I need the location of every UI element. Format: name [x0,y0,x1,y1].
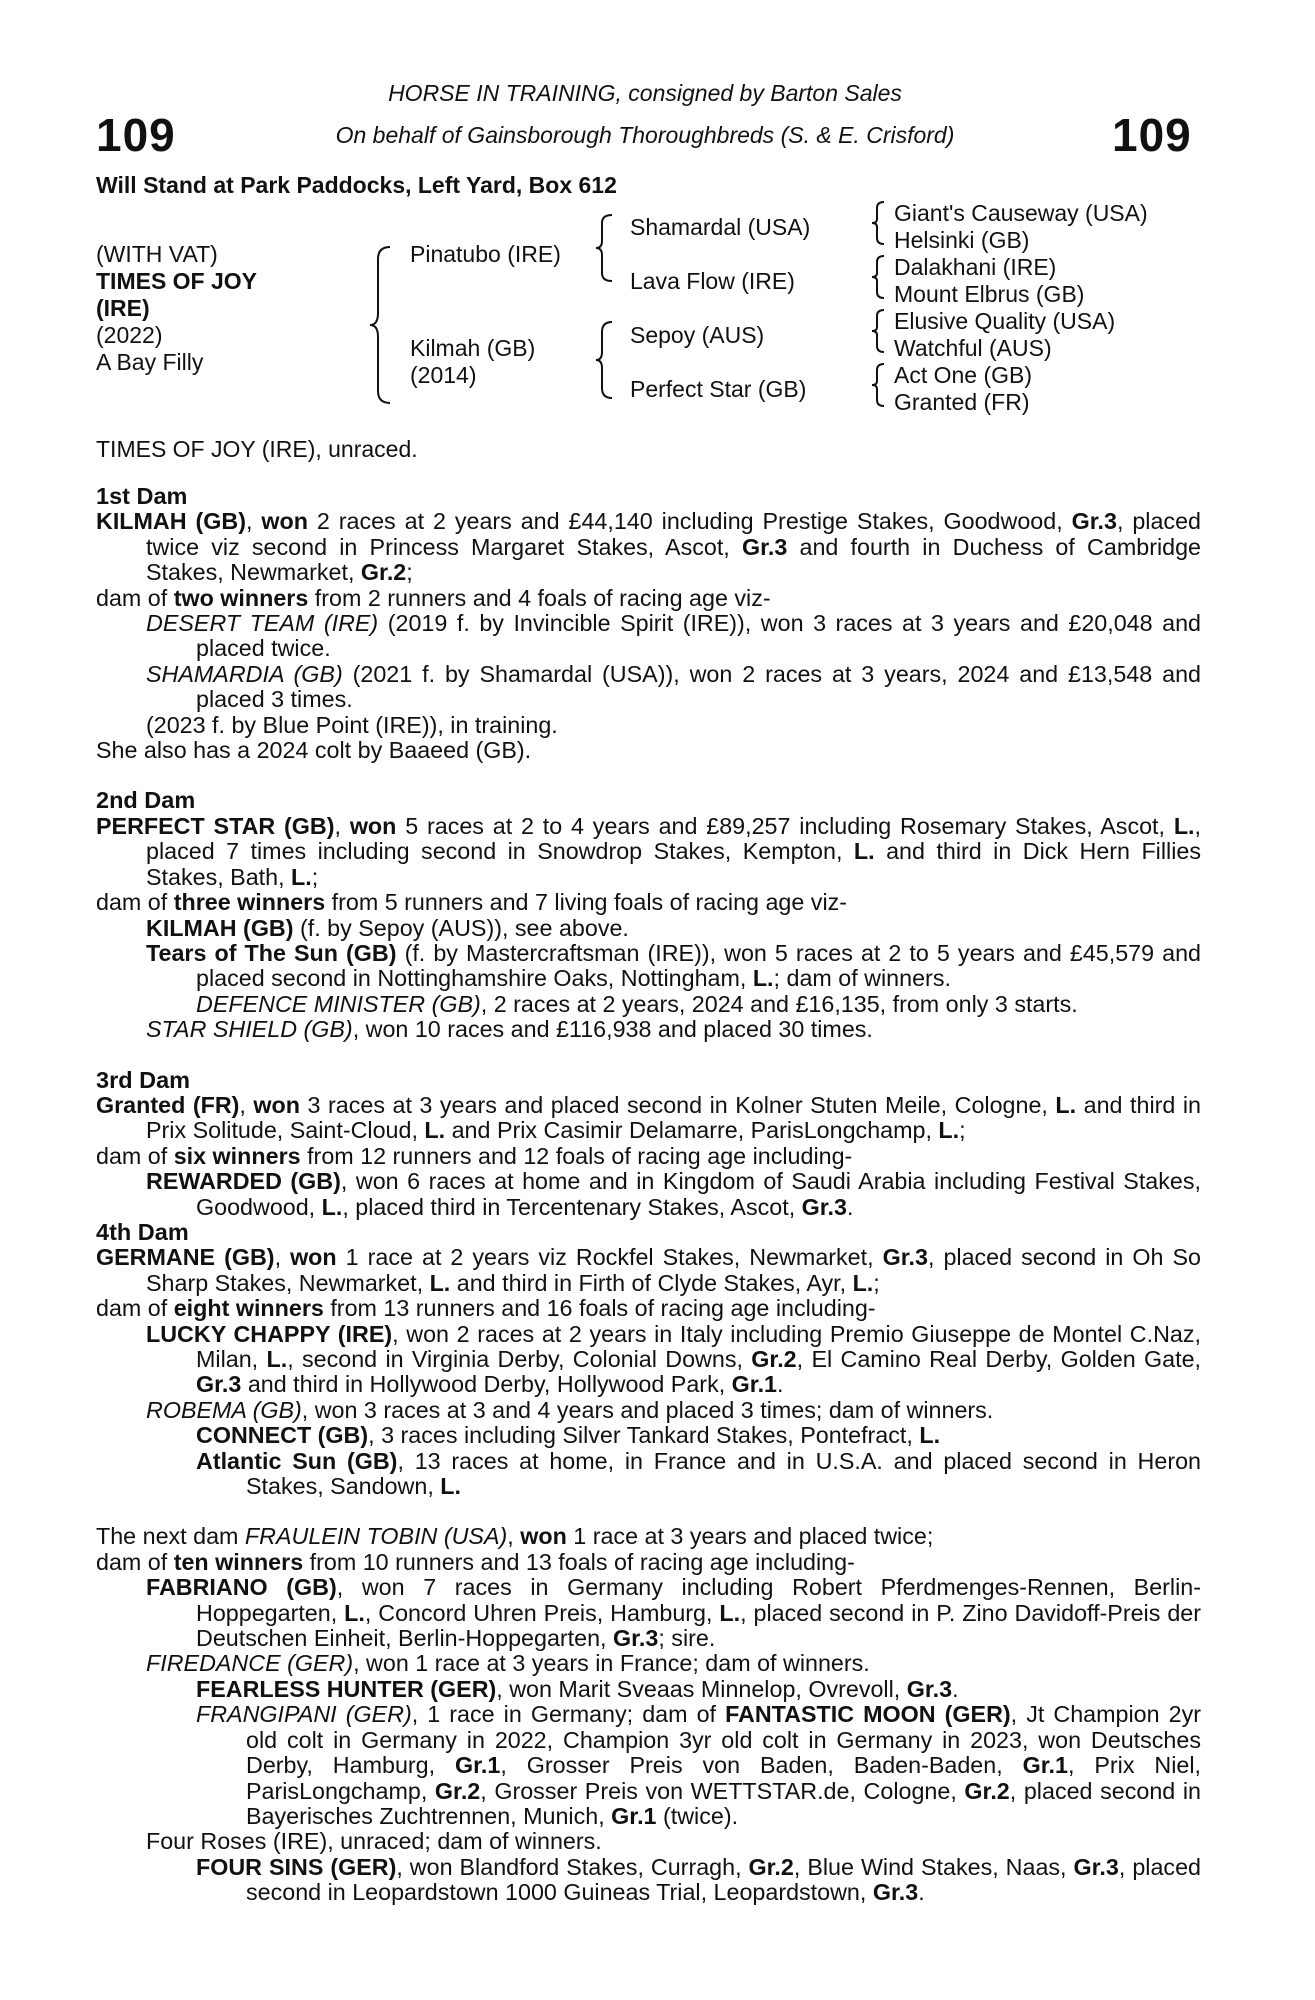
next-dam-record: The next dam FRAULEIN TOBIN (USA), won 1 race at 3 years and placed twice; [96,1523,934,1550]
second-dam-heading: 2nd Dam [96,787,196,814]
pedigree-brace-ggp4 [870,362,886,408]
fourth-dam-heading: 4th Dam [96,1218,189,1245]
dam-year: (2014) [410,362,477,388]
produce-entry: DESERT TEAM (IRE) (2019 f. by Invincible Spirit (IRE)), won 3 races at 3 years and £20,048 and placed twice. [146,610,1201,662]
stand-location: Will Stand at Park Paddocks, Left Yard, Box 612 [96,172,617,198]
produce-entry: SHAMARDIA (GB) (2021 f. by Shamardal (USA)), won 2 races at 3 years, 2024 and £13,548 and placed 3 times. [146,660,1201,713]
lot-number-left: 109 [96,109,176,161]
on-behalf-line: On behalf of Gainsborough Thoroughbreds (S. & E. Crisford) [335,122,955,148]
vat-note: (WITH VAT) [96,241,218,267]
dam-dam: Perfect Star (GB) [630,376,807,402]
produce-entry: FEARLESS HUNTER (GER), won Marit Sveaas Minnelop, Ovrevoll, Gr.3. [196,1675,959,1702]
second-dam-record: PERFECT STAR (GB), won 5 races at 2 to 4 years and £89,257 including Rosemary Stakes, Ascot, L., placed 7 times including second in Snowdrop Stakes, Kempton, L. and third in Dick Hern Fillies Stakes, Bath, L.; [96,812,1202,890]
lot-number-right: 109 [1112,109,1192,161]
ggp-2: Helsinki (GB) [894,227,1030,253]
ggp-3: Dalakhani (IRE) [894,254,1057,280]
ggp-1: Giant's Causeway (USA) [894,200,1148,226]
ggp-8: Granted (FR) [894,389,1030,415]
produce-entry: FABRIANO (GB), won 7 races in Germany including Robert Pferdmenges-Rennen, Berlin-Hoppegarten, L., Concord Uhren Preis, Hamburg, L., placed second in P. Zino Davidoff-Preis der Deutschen Einheit, Berlin-Hoppegarten, Gr.3; sire. [146,1574,1201,1652]
ggp-6: Watchful (AUS) [894,335,1052,361]
third-dam-heading: 3rd Dam [96,1066,191,1093]
pedigree-brace-ggp2 [870,254,886,300]
fourth-dam-record: GERMANE (GB), won 1 race at 2 years viz Rockfel Stakes, Newmarket, Gr.3, placed second in Oh So Sharp Stakes, Newmarket, L. and third in Firth of Clyde Stakes, Ayr, L.; [96,1244,1201,1296]
sire: Pinatubo (IRE) [410,241,561,267]
dam-sire: Sepoy (AUS) [630,322,765,348]
pedigree-brace-dam [594,320,614,400]
horse-origin: (IRE) [96,295,150,321]
third-dam-produce-summary: dam of six winners from 12 runners and 12 foals of racing age including- [96,1142,853,1169]
ggp-5: Elusive Quality (USA) [894,308,1116,334]
consignor-line: HORSE IN TRAINING, consigned by Barton Sales [388,80,902,106]
pedigree-brace-ggp1 [870,200,886,246]
produce-entry: CONNECT (GB), 3 races including Silver Tankard Stakes, Pontefract, L. [196,1422,941,1449]
produce-entry: DEFENCE MINISTER (GB), 2 races at 2 years, 2024 and £16,135, from only 3 starts. [196,990,1078,1017]
horse-year: (2022) [96,322,163,348]
fourth-dam-produce-summary: dam of eight winners from 13 runners and 16 foals of racing age including- [96,1295,876,1322]
catalogue-body [96,484,1201,1906]
produce-entry: FOUR SINS (GER), won Blandford Stakes, Curragh, Gr.2, Blue Wind Stakes, Naas, Gr.3, placed second in Leopardstown 1000 Guineas Trial, Leopardstown, Gr.3. [196,1853,1201,1906]
second-dam-produce-summary: dam of three winners from 5 runners and 7 living foals of racing age viz- [96,889,848,916]
produce-entry: KILMAH (GB) (f. by Sepoy (AUS)), see above. [146,914,629,941]
pedigree-brace-ggp3 [870,308,886,354]
produce-entry: FIREDANCE (GER), won 1 race at 3 years in France; dam of winners. [146,1650,870,1677]
produce-entry: STAR SHIELD (GB), won 10 races and £116,938 and placed 30 times. [146,1016,873,1043]
unraced-summary: TIMES OF JOY (IRE), unraced. [96,436,418,462]
produce-entry: Tears of The Sun (GB) (f. by Mastercraftsman (IRE)), won 5 races at 2 to 5 years and £45,579 and placed second in Nottinghamshire Oaks, Nottingham, L.; dam of winners. [146,939,1201,992]
produce-entry: Atlantic Sun (GB), 13 races at home, in France and in U.S.A. and placed second in Heron Stakes, Sandown, L. [196,1447,1202,1500]
pedigree-brace-main [368,245,392,405]
sire-dam: Lava Flow (IRE) [630,268,795,294]
produce-entry: ROBEMA (GB), won 3 races at 3 and 4 years and placed 3 times; dam of winners. [146,1396,994,1423]
produce-entry: Four Roses (IRE), unraced; dam of winners. [146,1828,602,1855]
first-dam-heading: 1st Dam [96,483,188,509]
produce-note: She also has a 2024 colt by Baaeed (GB). [96,737,532,764]
third-dam-record: Granted (FR), won 3 races at 3 years and placed second in Kolner Stuten Meile, Cologne, L. and third in Prix Solitude, Saint-Cloud, L. and Prix Casimir Delamarre, ParisLongchamp, L.; [96,1091,1201,1144]
ggp-7: Act One (GB) [894,362,1033,388]
next-dam-produce-summary: dam of ten winners from 10 runners and 13 foals of racing age including- [96,1548,855,1575]
produce-entry: LUCKY CHAPPY (IRE), won 2 races at 2 years in Italy including Premio Giuseppe de Montel C.Naz, Milan, L., second in Virginia Derby, Colonial Downs, Gr.2, El Camino Real Derby, Golden Gate, Gr.3 and third in Hollywood Derby, Hollywood Park, Gr.1. [146,1320,1202,1398]
dam-name: KILMAH (GB) [96,508,246,535]
horse-description: A Bay Filly [96,349,204,375]
first-dam-record: KILMAH (GB), won 2 races at 2 years and £44,140 including Prestige Stakes, Goodwood, Gr.3, placed twice viz second in Princess Margaret Stakes, Ascot, Gr.3 and fourth in Duchess of Cambridge Stakes, Newmarket, Gr.2; [96,508,1201,586]
sire-sire: Shamardal (USA) [630,214,811,240]
produce-entry: FRANGIPANI (GER), 1 race in Germany; dam of FANTASTIC MOON (GER), Jt Champion 2yr old colt in Germany in 2022, Champion 3yr old colt in Germany in 2023, won Deutsches Derby, Hamburg, Gr.1, Grosser Preis von Baden, Baden-Baden, Gr.1, Prix Niel, ParisLongchamp, Gr.2, Grosser Preis von WETTSTAR.de, Cologne, Gr.2, placed second in Bayerisches Zuchtrennen, Munich, Gr.1 (twice). [196,1701,1202,1829]
dam: Kilmah (GB) [410,335,536,361]
pedigree-brace-sire [594,213,614,283]
horse-name: TIMES OF JOY [96,268,258,294]
produce-entry: (2023 f. by Blue Point (IRE)), in training. [146,711,558,738]
produce-entry: REWARDED (GB), won 6 races at home and in Kingdom of Saudi Arabia including Festival Stakes, Goodwood, L., placed third in Tercentenary Stakes, Ascot, Gr.3. [146,1168,1201,1220]
ggp-4: Mount Elbrus (GB) [894,281,1085,307]
first-dam-produce-summary: dam of two winners from 2 runners and 4 foals of racing age viz- [96,584,771,611]
